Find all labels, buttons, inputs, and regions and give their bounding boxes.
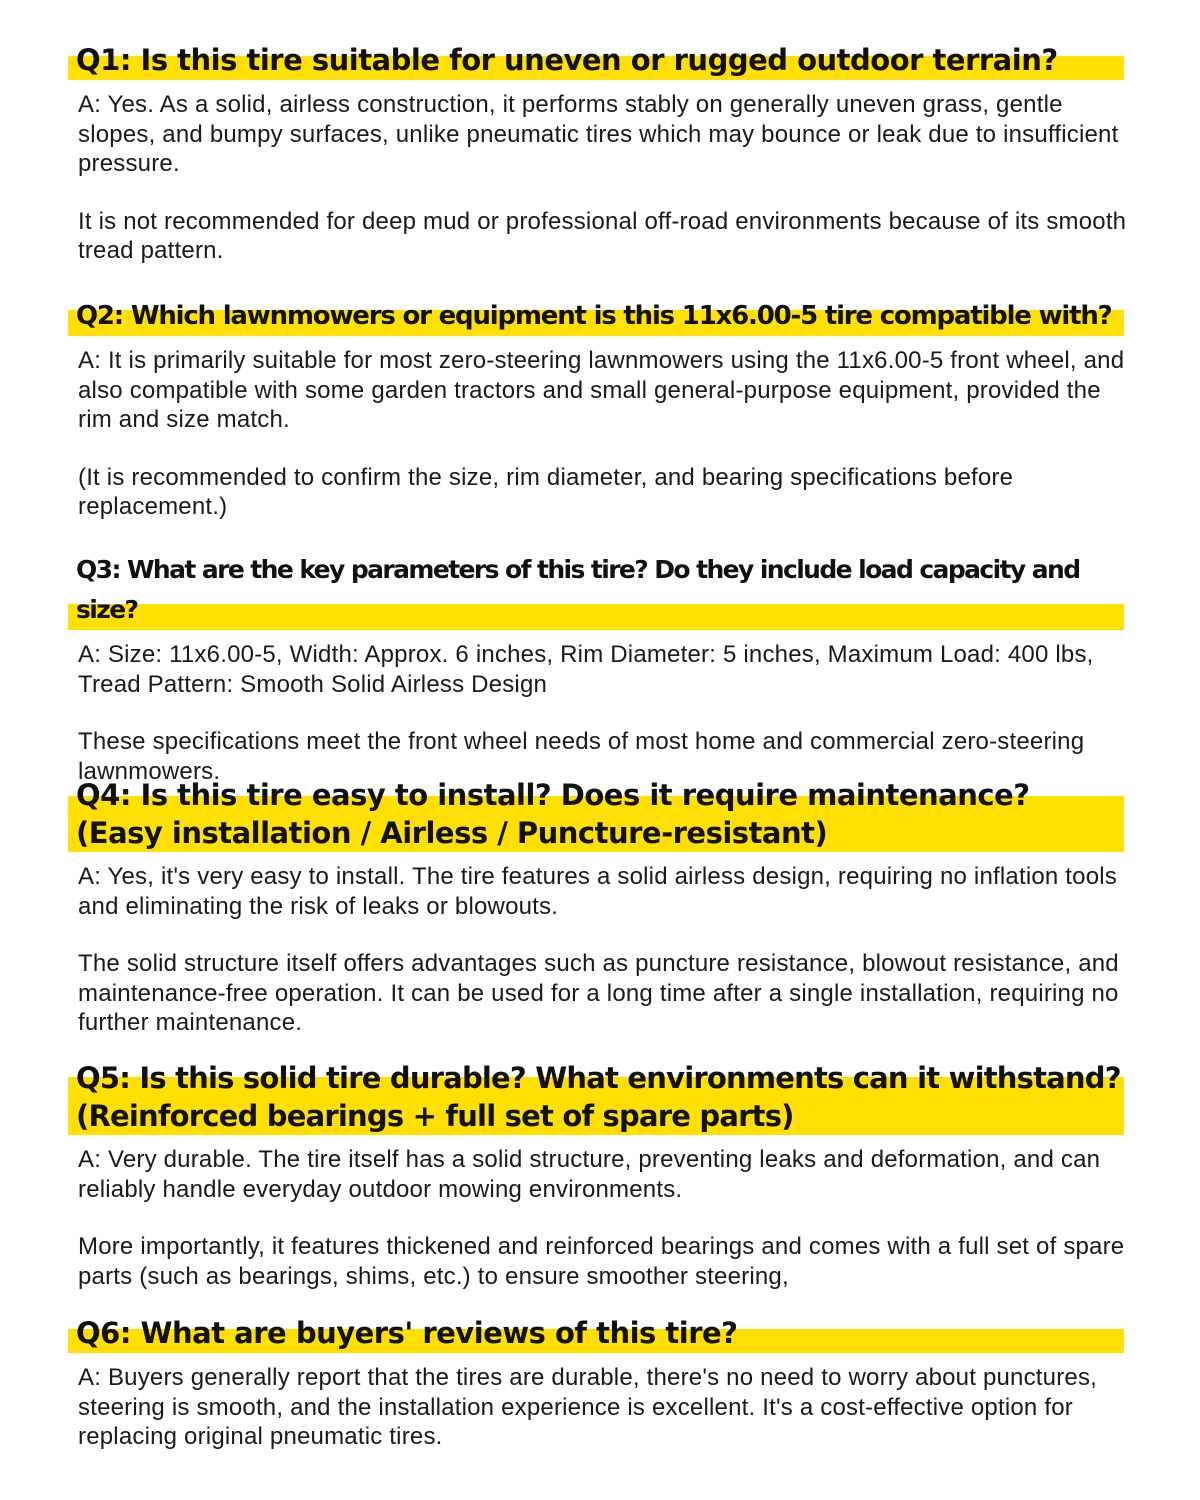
answer-paragraph: A: Buyers generally report that the tires are durable, there's no need to worry about punctures, steering is smooth, and the installation experience is excellent. It's a cost-effective option for replacing original pneumatic tires. (78, 1364, 1098, 1450)
faq-item-4 (0, 776, 1200, 1038)
answer-paragraph: A: Yes, it's very easy to install. The tire features a solid airless design, requiring no inflation tools and eliminating the risk of leaks or blowouts. (78, 863, 1118, 920)
answer-paragraph: The solid structure itself offers advantages such as puncture resistance, blowout resistance, and maintenance-free operation. It can be used for a long time after a single installation, requiring no further maintenance. (78, 950, 1119, 1036)
faq-item-2 (0, 296, 1200, 522)
answer-paragraph: A: Very durable. The tire itself has a solid structure, preventing leaks and deformation, and can reliably handle everyday outdoor mowing environments. (78, 1146, 1101, 1203)
question-heading (68, 40, 1124, 80)
answer-paragraph: A: Yes. As a solid, airless construction, it performs stably on generally uneven grass, gentle slopes, and bumpy surfaces, unlike pneumatic tires which may bounce or leak due to insufficient pressure. (78, 91, 1119, 177)
answer-paragraph: These specifications meet the front wheel needs of most home and commercial zero-steering lawnmowers. (78, 728, 1085, 785)
question-heading (68, 1059, 1124, 1135)
answer-paragraph: More importantly, it features thickened and reinforced bearings and comes with a full set of spare parts (such as bearings, shims, etc.) to ensure smoother steering, (78, 1233, 1125, 1290)
question-text: Q3: What are the key parameters of this tire? Do they include load capacity and size? (76, 555, 1080, 624)
faq-item-6 (0, 1313, 1200, 1452)
faq-item-1 (0, 40, 1200, 266)
answer-paragraph: (It is recommended to confirm the size, rim diameter, and bearing specifications before replacement.) (78, 463, 1014, 520)
answer-paragraph: A: It is primarily suitable for most zero-steering lawnmowers using the 11x6.00-5 front wheel, and also compatible with some garden tractors and small general-purpose equipment, provided the rim and size match. (78, 347, 1125, 433)
answer-paragraph: It is not recommended for deep mud or professional off-road environments because of its smooth tread pattern. (78, 207, 1127, 264)
faq-item-3 (0, 550, 1200, 786)
question-text: Q1: Is this tire suitable for uneven or rugged outdoor terrain? (76, 43, 1058, 77)
question-heading (68, 296, 1124, 336)
question-text: Q2: Which lawnmowers or equipment is this 11x6.00-5 tire compatible with? (76, 301, 1112, 331)
question-text: Q5: Is this solid tire durable? What environments can it withstand? (Reinforced bearings + full set of spare parts) (76, 1061, 1121, 1133)
question-text: Q4: Is this tire easy to install? Does it require maintenance? (Easy installation / Airless / Puncture-resistant) (76, 778, 1030, 850)
faq-item-5 (0, 1059, 1200, 1291)
question-text: Q6: What are buyers' reviews of this tire? (76, 1316, 738, 1350)
question-heading (68, 550, 1124, 630)
question-heading (68, 1313, 1124, 1353)
question-heading (68, 776, 1124, 852)
answer-paragraph: A: Size: 11x6.00-5, Width: Approx. 6 inches, Rim Diameter: 5 inches, Maximum Load: 400 lbs, Tread Pattern: Smooth Solid Airless Design (78, 641, 1094, 698)
